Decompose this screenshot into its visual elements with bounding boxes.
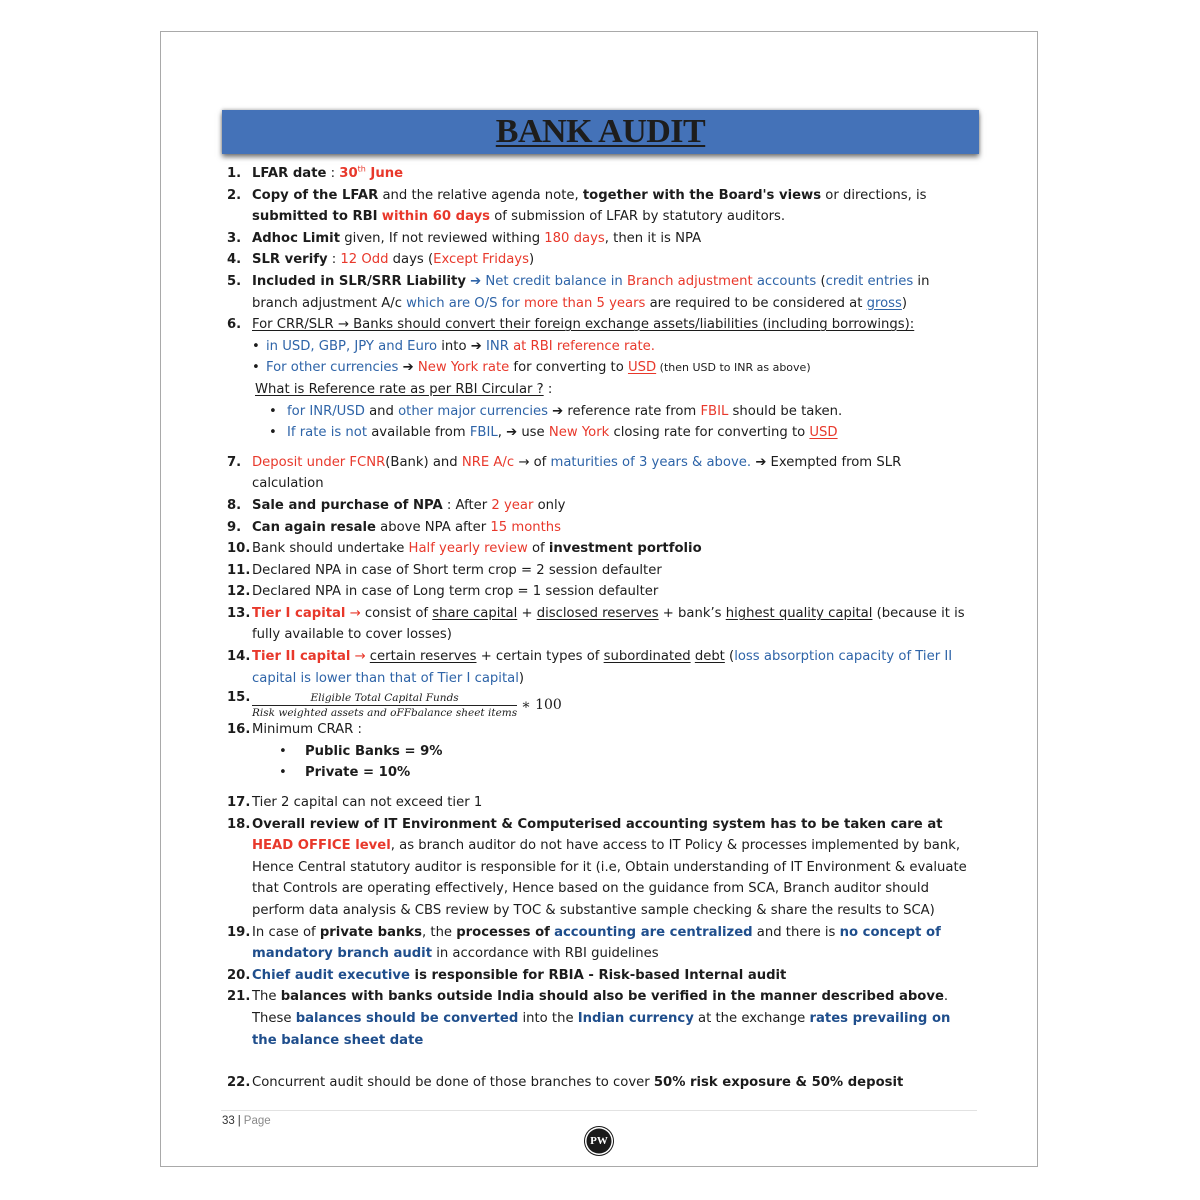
item-text (252, 646, 977, 689)
text-run: USD (809, 425, 838, 441)
list-item-17 (227, 792, 977, 814)
item-text (252, 452, 977, 495)
text-run: processes of (456, 924, 550, 940)
item-number: 22. (227, 1075, 251, 1091)
text-run: The (252, 989, 281, 1005)
text-run: credit entries (825, 273, 914, 289)
item-number: 8. (227, 497, 242, 513)
text-run: maturities of 3 years & above. (550, 454, 752, 470)
list-item-21 (227, 986, 977, 1051)
fraction (252, 692, 517, 719)
text-run: and the relative agenda note, (378, 187, 583, 203)
item-text (252, 538, 977, 560)
item-text (252, 495, 977, 517)
bullet-item (232, 336, 977, 358)
text-run: in accordance with RBI guidelines (432, 946, 659, 962)
item-text (252, 249, 977, 271)
page-label: Page (243, 1115, 271, 1127)
text-run: If rate is not (287, 425, 368, 441)
item-number: 15. (227, 690, 251, 706)
logo-text: PW (590, 1134, 608, 1147)
item-text (252, 792, 977, 814)
spacer (227, 784, 977, 792)
text-run: in USD, GBP, JPY and Euro (266, 338, 438, 354)
text-run: → (350, 649, 370, 665)
text-run: , then it is NPA (604, 230, 702, 246)
text-run: FBIL (700, 403, 729, 419)
list-item-11 (227, 560, 977, 582)
item-number: 1. (227, 166, 242, 181)
text-run: more than 5 years (523, 295, 646, 311)
bullet-icon: • (269, 425, 277, 441)
text-run: 30 (339, 166, 358, 181)
list-item-3 (227, 228, 977, 250)
text-run: are required to be considered at (645, 295, 867, 311)
item-text (252, 965, 977, 987)
list-item-4 (227, 249, 977, 271)
item-text (252, 271, 977, 314)
text-run: 15 months (490, 519, 562, 535)
text-run: is responsible for RBIA - Risk-based Internal audit (409, 967, 787, 983)
text-run: ( (724, 649, 735, 665)
bullet-item (232, 357, 977, 379)
item-text (252, 560, 977, 582)
text-run: days ( (388, 252, 434, 268)
list-item-10 (227, 538, 977, 560)
text-run: (Bank) and (385, 454, 462, 470)
text-run: Tier II capital (252, 649, 351, 665)
item-number: 18. (227, 816, 251, 832)
bullet-icon: • (252, 338, 260, 354)
text-run: th (357, 164, 366, 174)
list-item-2 (227, 185, 977, 228)
sub-bullet-item (227, 401, 977, 423)
text-run: New York rate (417, 360, 510, 376)
list-item-9 (227, 517, 977, 539)
crar-formula (252, 692, 562, 719)
text-run: together with the Board's views (582, 187, 822, 203)
text-run: disclosed reserves (536, 605, 659, 621)
text-run: investment portfolio (548, 541, 702, 557)
text-run: ➔ (398, 360, 418, 376)
text-run: 50% risk exposure & 50% deposit (653, 1075, 904, 1091)
text-run: available from (367, 425, 470, 441)
page-separator: | (237, 1115, 241, 1127)
text-run: For CRR/SLR → Banks should convert their foreign exchange assets/liabilities (including borrowings): (252, 317, 915, 333)
text-run: loss absorption capacity of Tier II capital is lower than that of Tier I capital (252, 649, 953, 686)
item-number: 4. (227, 252, 242, 268)
text-run: balances should be converted (295, 1010, 519, 1026)
footer-divider (221, 1110, 977, 1111)
list-item-18 (227, 814, 977, 922)
text-run: for converting to (509, 360, 628, 376)
text-run: : (326, 166, 340, 181)
text-run: accounting are centralized (554, 924, 753, 940)
item-number: 20. (227, 967, 251, 983)
text-run: (because it is fully available to cover losses) (252, 605, 965, 643)
text-run: SLR verify (252, 252, 328, 268)
text-run: certain reserves (369, 649, 477, 665)
item-number: 11. (227, 562, 251, 578)
text-run: . These (252, 989, 949, 1026)
text-run: NRE A/c (461, 454, 515, 470)
text-run: into the (518, 1010, 578, 1026)
item-text (252, 185, 977, 228)
text-run: Sale and purchase of NPA (252, 497, 443, 513)
text-run: → (345, 605, 365, 621)
text-run: for INR/USD (287, 403, 365, 419)
text-run: submitted to RBI (252, 209, 378, 225)
text-run: + certain types of (476, 649, 604, 665)
item-number: 6. (227, 317, 242, 333)
text-run: Declared NPA in case of Short term crop = 2 session defaulter (252, 562, 662, 578)
text-run: ( (816, 273, 826, 289)
text-run: Tier 2 capital can not exceed tier 1 (252, 795, 483, 811)
formula-multiplier: ∗ 100 (521, 696, 562, 713)
text-run: highest quality capital (725, 605, 873, 621)
list-item-16 (227, 719, 977, 741)
text-run: USD (627, 360, 657, 376)
text-run: closing rate for converting to (609, 425, 810, 441)
reference-rate-subheading (227, 379, 977, 401)
pw-logo-icon (585, 1127, 613, 1155)
text-run: Chief audit executive (252, 967, 410, 983)
text-run: only (533, 497, 566, 513)
text-run: ) (901, 295, 908, 311)
text-run: of (527, 541, 549, 557)
item-number: 17. (227, 795, 251, 811)
page-number: 33 (222, 1115, 235, 1127)
item-text (252, 517, 977, 539)
item-text (252, 314, 977, 336)
text-run: other major currencies (398, 403, 548, 419)
text-run: balances with banks outside India should also be verified in the manner described above (280, 989, 944, 1005)
text-run: ) (518, 670, 525, 686)
item-number: 7. (227, 454, 242, 470)
list-item-15 (227, 687, 977, 719)
item-number: 3. (227, 230, 242, 246)
audit-points-list (227, 163, 977, 1094)
formula-denominator: Risk weighted assets and oFFbalance sheet items (252, 707, 518, 720)
item-number: 2. (227, 187, 242, 203)
item-text (252, 228, 977, 250)
text-run: which are O/S for (406, 295, 524, 311)
text-run: no concept of mandatory branch audit (252, 924, 941, 962)
text-run: and there is (752, 924, 840, 940)
text-run: Declared NPA in case of Long term crop = 1 session defaulter (252, 584, 659, 600)
item-text (252, 581, 977, 603)
text-run: ) (528, 252, 535, 268)
bullet-item (239, 762, 977, 784)
text-run: INR (485, 338, 509, 354)
item-number: 19. (227, 924, 251, 940)
text-run: subordinated (603, 649, 691, 665)
text-run: Can again resale (252, 519, 376, 535)
text-run: or directions, is (821, 187, 927, 203)
text-run: Tier I capital (252, 605, 346, 621)
bullet-icon: • (252, 360, 260, 376)
text-run: gross (866, 295, 902, 311)
sub-bullet-item (227, 422, 977, 444)
text-run: at the exchange (693, 1010, 810, 1026)
item-number: 14. (227, 649, 251, 665)
list-item-6 (227, 314, 977, 336)
title-banner (222, 110, 979, 154)
item-number: 9. (227, 519, 242, 535)
subheading-suffix: : (543, 381, 553, 397)
list-item-7 (227, 452, 977, 495)
text-run: + (517, 605, 537, 621)
text-run: New York (548, 425, 610, 441)
text-run: (then USD to INR as above) (656, 361, 811, 375)
item-number: 12. (227, 584, 251, 600)
page-title: BANK AUDIT (495, 113, 706, 150)
text-run: accounts (752, 273, 817, 289)
bullet-icon: • (279, 765, 287, 781)
text-run: Overall review of IT Environment & Computerised accounting system has to be taken care at (252, 816, 943, 832)
bullet-icon: • (279, 743, 287, 759)
text-run: Bank should undertake (252, 541, 409, 557)
subheading-text: What is Reference rate as per RBI Circular ? (255, 381, 544, 397)
text-run: In case of (252, 924, 320, 940)
text-run: ➔ Exempted from SLR calculation (252, 454, 902, 492)
text-run: : After (442, 497, 492, 513)
text-run: of submission of LFAR by statutory auditors. (490, 209, 786, 225)
item-text (252, 719, 977, 741)
text-run: 12 Odd (340, 252, 389, 268)
list-item-12 (227, 581, 977, 603)
text-run: within 60 days (381, 209, 491, 225)
text-run: Included in SLR/SRR Liability (252, 273, 466, 289)
text-run: 180 days (544, 230, 605, 246)
item-text (252, 163, 977, 185)
text-run: , as branch auditor do not have access to IT Policy & processes implemented by bank, Hence Central statutory auditor is responsible for it (i.e, Obtain understanding of IT Environment & evaluate that Controls are operating effectively, Hence based on the guidance from SCA, Branch auditor should perform data analysis & CBS review by TOC & substantive sample checking & share the results to SCA) (252, 838, 967, 918)
text-run: Concurrent audit should be done of those branches to cover (252, 1075, 654, 1091)
bullet-icon: • (269, 403, 277, 419)
text-run: Except Fridays (433, 252, 529, 268)
list-item-1 (227, 163, 977, 185)
item-number: 16. (227, 722, 251, 738)
text-run: Half yearly review (408, 541, 528, 557)
item-text (252, 603, 977, 646)
item-text (252, 814, 977, 922)
item-text (252, 687, 977, 719)
text-run: Copy of the LFAR (252, 187, 379, 203)
text-run: For other currencies (266, 360, 399, 376)
text-run: → of (514, 454, 551, 470)
text-run: and (364, 403, 399, 419)
item-number: 21. (227, 989, 251, 1005)
text-run: June (365, 166, 404, 181)
text-run: HEAD OFFICE level (252, 838, 391, 854)
text-run: FBIL (469, 425, 498, 441)
formula-numerator: Eligible Total Capital Funds (252, 692, 517, 706)
list-item-14 (227, 646, 977, 689)
text-run: share capital (432, 605, 518, 621)
text-run: rates prevailing on the balance sheet date (252, 1010, 951, 1048)
text-run: Public Banks = 9% (305, 743, 443, 759)
text-run: private banks (319, 924, 423, 940)
list-item-20 (227, 965, 977, 987)
spacer (227, 444, 977, 452)
text-run: : (327, 252, 341, 268)
item-number: 5. (227, 273, 242, 289)
text-run: Indian currency (577, 1010, 694, 1026)
item-text (252, 1072, 977, 1094)
text-run: Minimum CRAR : (252, 722, 362, 738)
text-run: + bank’s (658, 605, 726, 621)
text-run: Private = 10% (305, 765, 411, 781)
list-item-8 (227, 495, 977, 517)
text-run: 2 year (491, 497, 534, 513)
text-run: in branch adjustment A/c (252, 273, 930, 311)
text-run: LFAR date (252, 166, 327, 181)
text-run: above NPA after (375, 519, 491, 535)
page-footer (222, 1115, 271, 1127)
text-run: given, If not reviewed withing (340, 230, 545, 246)
text-run: debt (694, 649, 725, 665)
spacer (227, 1051, 977, 1072)
list-item-22 (227, 1072, 977, 1094)
list-item-5 (227, 271, 977, 314)
text-run: at RBI reference rate. (508, 338, 655, 354)
text-run: into ➔ (437, 338, 486, 354)
item-text (252, 986, 977, 1051)
text-run: , the (422, 924, 457, 940)
text-run: Net credit balance in (485, 273, 627, 289)
text-run: , ➔ use (497, 425, 549, 441)
item-text (252, 922, 977, 965)
text-run: Branch adjustment (626, 273, 753, 289)
text-run: ➔ (465, 273, 486, 289)
text-run: Adhoc Limit (252, 230, 340, 246)
list-item-13 (227, 603, 977, 646)
item-number: 10. (227, 541, 251, 557)
list-item-19 (227, 922, 977, 965)
bullet-item (239, 741, 977, 763)
text-run: consist of (364, 605, 433, 621)
item-number: 13. (227, 605, 251, 621)
text-run: Deposit under FCNR (252, 454, 386, 470)
text-run: should be taken. (728, 403, 843, 419)
text-run: ➔ reference rate from (547, 403, 701, 419)
